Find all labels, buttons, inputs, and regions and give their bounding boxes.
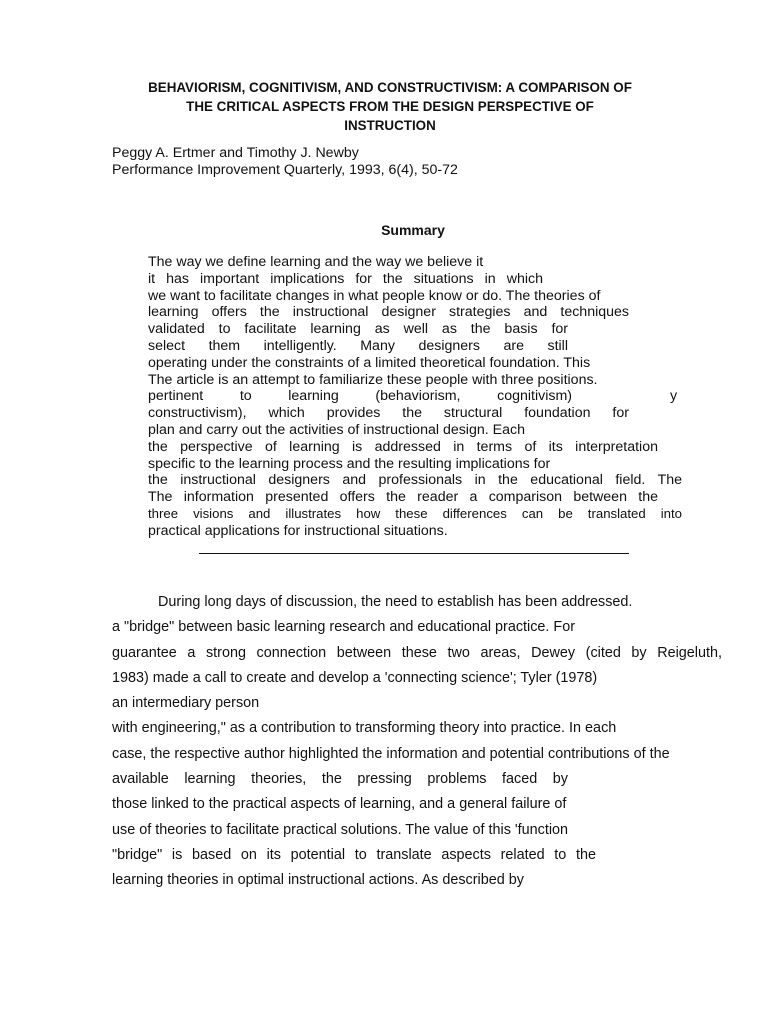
document-title <box>90 78 690 135</box>
summary-line: operating under the constraints of a limited theoretical foundation. This <box>148 354 591 371</box>
summary-line: plan and carry out the activities of instructional design. Each <box>148 421 525 438</box>
body-line: During long days of discussion, the need to establish has been addressed. <box>158 594 633 610</box>
body-line: learning theories in optimal instructional actions. As described by <box>112 872 524 889</box>
title-line: THE CRITICAL ASPECTS FROM THE DESIGN PERSPECTIVE OF <box>186 99 594 114</box>
summary-line-fragment: y <box>670 388 678 405</box>
body-line: a "bridge" between basic learning research and educational practice. For <box>112 619 575 636</box>
body-line: an intermediary person <box>112 695 260 712</box>
body-line: guarantee a strong connection between these two areas, Dewey (cited by Reigeluth, <box>112 644 722 661</box>
summary-line-text: pertinent to learning (behaviorism, cognitivism) <box>148 388 572 405</box>
body-line: available learning theories, the pressing problems faced by <box>112 771 568 788</box>
separator-rule <box>199 553 629 554</box>
body-line: "bridge" is based on its potential to translate aspects related to the <box>112 846 596 863</box>
summary-line: we want to facilitate changes in what people know or do. The theories of <box>148 287 601 304</box>
summary-line: practical applications for instructional situations. <box>148 522 448 539</box>
summary-line: it has important implications for the situations in which <box>148 270 543 287</box>
summary-line: specific to the learning process and the resulting implications for <box>148 455 551 472</box>
summary-paragraph <box>148 254 682 540</box>
summary-line: the instructional designers and professionals in the educational field. The <box>148 472 682 489</box>
body-line: 1983) made a call to create and develop a 'connecting science'; Tyler (1978) <box>112 669 598 686</box>
title-line: BEHAVIORISM, COGNITIVISM, AND CONSTRUCTIVISM: A COMPARISON OF <box>148 80 632 95</box>
summary-line: three visions and illustrates how these differences can be translated into <box>148 505 682 521</box>
summary-line: the perspective of learning is addressed in terms of its interpretation <box>148 438 658 455</box>
summary-line: select them intelligently. Many designers are still <box>148 337 568 354</box>
summary-line: The information presented offers the reader a comparison between the <box>148 489 658 506</box>
body-line: case, the respective author highlighted the information and potential contributions of the <box>112 745 670 762</box>
summary-line <box>148 388 682 405</box>
summary-line: The way we define learning and the way we believe it <box>148 254 484 270</box>
body-line: use of theories to facilitate practical solutions. The value of this 'function <box>112 821 569 838</box>
summary-line: validated to facilitate learning as well as the basis for <box>148 321 568 338</box>
summary-line: The article is an attempt to familiarize these people with three positions. <box>148 371 598 388</box>
summary-line: constructivism), which provides the structural foundation for <box>148 405 629 422</box>
summary-heading: Summary <box>381 222 445 238</box>
body-line: with engineering," as a contribution to transforming theory into practice. In each <box>112 720 617 737</box>
body-paragraph <box>112 590 722 894</box>
byline <box>112 145 458 179</box>
citation: Performance Improvement Quarterly, 1993, 6(4), 50-72 <box>112 162 458 178</box>
title-line: INSTRUCTION <box>344 118 436 133</box>
authors: Peggy A. Ertmer and Timothy J. Newby <box>112 145 359 161</box>
body-line: those linked to the practical aspects of learning, and a general failure of <box>112 796 567 813</box>
summary-line: learning offers the instructional designer strategies and techniques <box>148 304 629 321</box>
